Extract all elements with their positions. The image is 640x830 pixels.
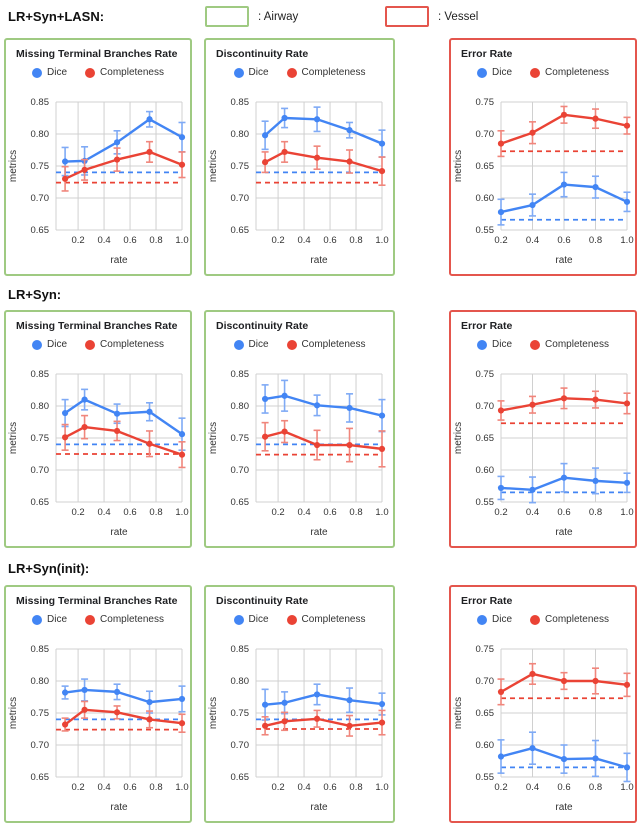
x-tick-label: 1.0 (375, 235, 389, 246)
y-tick-label: 0.65 (30, 497, 49, 509)
chart-legend (451, 614, 635, 625)
chart-legend (6, 339, 190, 350)
completeness-legend-dot (85, 68, 95, 78)
y-tick-label: 0.70 (475, 129, 494, 141)
y-tick-label: 0.75 (475, 644, 494, 656)
y-tick-label: 0.85 (230, 97, 249, 109)
completeness-legend-dot (287, 340, 297, 350)
y-tick-label: 0.85 (30, 97, 49, 109)
y-tick-label: 0.70 (230, 740, 249, 752)
y-tick-label: 0.60 (475, 740, 494, 752)
x-tick-label: 0.8 (149, 782, 163, 793)
x-tick-label: 0.6 (323, 235, 337, 246)
chart-title: Error Rate (461, 320, 513, 332)
legend-item-dice (477, 67, 512, 78)
x-tick-label: 0.6 (557, 782, 571, 793)
y-tick-label: 0.75 (475, 369, 494, 381)
x-tick-label: 1.0 (620, 235, 634, 246)
chart-title: Error Rate (461, 48, 513, 60)
y-tick-label: 0.70 (475, 676, 494, 688)
y-tick-label: 0.65 (30, 772, 49, 784)
y-axis-label: metrics (453, 149, 464, 183)
x-tick-label: 0.8 (588, 235, 603, 246)
legend-item-dice (32, 339, 67, 350)
chart-canvas (6, 358, 190, 544)
legend-item-dice (234, 614, 269, 625)
legend-item-vessel (385, 6, 478, 27)
chart-title: Discontinuity Rate (216, 595, 309, 607)
y-tick-label: 0.75 (230, 433, 249, 445)
x-tick-label: 0.6 (557, 507, 571, 518)
x-tick-label: 1.0 (375, 782, 389, 793)
x-tick-label: 0.4 (525, 782, 540, 793)
completeness-legend-dot (85, 615, 95, 625)
x-tick-label: 0.6 (123, 782, 137, 793)
x-tick-label: 0.6 (123, 507, 137, 518)
y-tick-label: 0.70 (230, 193, 249, 205)
x-tick-label: 0.2 (271, 782, 285, 793)
row-label-lr-syn-init: LR+Syn(init): (8, 561, 90, 576)
x-tick-label: 0.8 (149, 507, 163, 518)
legend-label: Dice (248, 67, 269, 78)
x-tick-label: 1.0 (375, 507, 389, 518)
y-tick-label: 0.70 (30, 740, 49, 752)
y-axis-label: metrics (8, 696, 19, 730)
legend-label: Completeness (301, 67, 366, 78)
legend-item-dice (32, 614, 67, 625)
chart-panel-lr-syn-missing-terminal-branches-rate (4, 310, 192, 548)
dice-legend-dot (32, 68, 42, 78)
x-tick-label: 0.6 (323, 507, 337, 518)
chart-legend (451, 339, 635, 350)
legend-item-completeness (530, 339, 609, 350)
chart-row-lr-syn-lasn (0, 38, 640, 276)
chart-legend (206, 67, 393, 78)
chart-panel-lr-syn-lasn-discontinuity-rate (204, 38, 395, 276)
x-tick-label: 0.4 (297, 507, 311, 518)
y-tick-label: 0.55 (475, 497, 494, 509)
chart-legend (206, 339, 393, 350)
chart-canvas (451, 86, 635, 272)
y-tick-label: 0.80 (30, 401, 49, 413)
dice-legend-dot (32, 615, 42, 625)
row-label-lr-syn-lasn: LR+Syn+LASN: (8, 9, 105, 24)
chart-title: Discontinuity Rate (216, 48, 309, 60)
legend-label: Dice (248, 339, 269, 350)
dice-legend-dot (234, 340, 244, 350)
y-tick-label: 0.75 (230, 161, 249, 173)
y-tick-label: 0.85 (230, 644, 249, 656)
x-tick-label: 0.2 (271, 235, 285, 246)
x-tick-label: 0.4 (525, 507, 540, 518)
x-tick-label: 1.0 (175, 507, 189, 518)
chart-panel-lr-syn-lasn-missing-terminal-branches-rate (4, 38, 192, 276)
x-axis-label: rate (310, 255, 328, 266)
x-tick-label: 0.4 (97, 782, 111, 793)
x-tick-label: 0.6 (123, 235, 137, 246)
y-tick-label: 0.65 (475, 708, 494, 720)
y-tick-label: 0.60 (475, 193, 494, 205)
x-axis-label: rate (555, 255, 573, 266)
legend-item-completeness (287, 339, 366, 350)
x-tick-label: 0.2 (71, 235, 85, 246)
chart-panel-lr-syn-discontinuity-rate (204, 310, 395, 548)
y-tick-label: 0.80 (230, 401, 249, 413)
legend-item-dice (234, 339, 269, 350)
completeness-legend-dot (287, 615, 297, 625)
dice-legend-dot (477, 68, 487, 78)
legend-label: Completeness (100, 67, 164, 78)
chart-panel-lr-syn-error-rate (449, 310, 637, 548)
completeness-legend-dot (287, 68, 297, 78)
completeness-legend-dot (530, 68, 540, 78)
y-tick-label: 0.65 (475, 433, 494, 445)
chart-canvas (206, 633, 390, 819)
legend-item-completeness (530, 67, 609, 78)
y-tick-label: 0.80 (30, 129, 49, 141)
dice-legend-dot (234, 68, 244, 78)
x-tick-label: 0.8 (349, 235, 363, 246)
legend-label: Completeness (545, 67, 609, 78)
completeness-legend-dot (530, 615, 540, 625)
dice-legend-dot (477, 615, 487, 625)
y-tick-label: 0.80 (230, 676, 249, 688)
chart-title: Missing Terminal Branches Rate (16, 595, 178, 607)
legend-item-completeness (85, 614, 164, 625)
legend-label: Completeness (100, 614, 164, 625)
y-axis-label: metrics (208, 149, 219, 183)
chart-canvas (451, 633, 635, 819)
y-tick-label: 0.70 (475, 401, 494, 413)
y-axis-label: metrics (453, 421, 464, 455)
chart-legend (451, 67, 635, 78)
legend-label: Dice (47, 67, 68, 78)
y-tick-label: 0.75 (30, 708, 49, 720)
legend-item-completeness (85, 339, 164, 350)
y-tick-label: 0.80 (30, 676, 49, 688)
y-tick-label: 0.55 (475, 225, 494, 237)
y-tick-label: 0.70 (30, 465, 49, 477)
chart-title: Missing Terminal Branches Rate (16, 320, 178, 332)
x-tick-label: 0.2 (271, 507, 285, 518)
x-axis-label: rate (310, 527, 328, 538)
legend-item-completeness (287, 67, 366, 78)
y-tick-label: 0.65 (230, 772, 249, 784)
x-tick-label: 0.4 (97, 235, 111, 246)
legend-item-dice (477, 339, 512, 350)
x-tick-label: 0.8 (349, 782, 363, 793)
x-tick-label: 0.4 (525, 235, 540, 246)
chart-canvas (206, 358, 390, 544)
x-axis-label: rate (555, 527, 573, 538)
x-tick-label: 0.2 (71, 507, 85, 518)
y-axis-label: metrics (453, 696, 464, 730)
legend-label: Dice (492, 339, 513, 350)
x-tick-label: 1.0 (175, 782, 189, 793)
legend-item-airway (205, 6, 298, 27)
completeness-legend-dot (530, 340, 540, 350)
y-tick-label: 0.75 (30, 161, 49, 173)
x-axis-label: rate (110, 527, 128, 538)
chart-title: Missing Terminal Branches Rate (16, 48, 178, 60)
y-axis-label: metrics (8, 421, 19, 455)
y-tick-label: 0.80 (230, 129, 249, 141)
x-tick-label: 1.0 (620, 507, 634, 518)
legend-item-dice (234, 67, 269, 78)
airway-legend-swatch (205, 6, 249, 27)
legend-label: Completeness (100, 339, 164, 350)
x-tick-label: 1.0 (175, 235, 189, 246)
x-tick-label: 1.0 (620, 782, 634, 793)
legend-label: Completeness (301, 614, 366, 625)
legend-item-dice (32, 67, 67, 78)
chart-title: Error Rate (461, 595, 513, 607)
y-axis-label: metrics (208, 696, 219, 730)
vessel-legend-swatch (385, 6, 429, 27)
y-axis-label: metrics (208, 421, 219, 455)
x-tick-label: 0.2 (494, 507, 508, 518)
legend-label: Completeness (545, 339, 609, 350)
chart-canvas (206, 86, 390, 272)
y-tick-label: 0.65 (230, 497, 249, 509)
legend-item-completeness (287, 614, 366, 625)
vessel-legend-label: : Vessel (438, 10, 479, 23)
y-tick-label: 0.60 (475, 465, 494, 477)
y-tick-label: 0.85 (30, 644, 49, 656)
legend-item-completeness (85, 67, 164, 78)
x-tick-label: 0.2 (494, 782, 508, 793)
x-tick-label: 0.2 (71, 782, 85, 793)
x-tick-label: 0.8 (349, 507, 363, 518)
legend-label: Dice (47, 614, 68, 625)
y-tick-label: 0.85 (230, 369, 249, 381)
y-tick-label: 0.75 (30, 433, 49, 445)
x-tick-label: 0.2 (494, 235, 508, 246)
chart-canvas (6, 633, 190, 819)
legend-label: Dice (248, 614, 269, 625)
legend-label: Dice (47, 339, 68, 350)
chart-panel-lr-syn-init-error-rate (449, 585, 637, 823)
dice-legend-dot (32, 340, 42, 350)
legend-label: Completeness (301, 339, 366, 350)
x-axis-label: rate (555, 802, 573, 813)
chart-row-lr-syn (0, 310, 640, 548)
figure-header (0, 2, 640, 34)
chart-legend (6, 67, 190, 78)
y-tick-label: 0.65 (475, 161, 494, 173)
x-axis-label: rate (110, 255, 128, 266)
legend-item-dice (477, 614, 512, 625)
chart-canvas (451, 358, 635, 544)
chart-panel-lr-syn-init-missing-terminal-branches-rate (4, 585, 192, 823)
chart-canvas (6, 86, 190, 272)
row-label-lr-syn: LR+Syn: (8, 287, 62, 302)
y-axis-label: metrics (8, 149, 19, 183)
y-tick-label: 0.75 (475, 97, 494, 109)
legend-label: Completeness (545, 614, 609, 625)
x-tick-label: 0.8 (588, 782, 603, 793)
airway-legend-label: : Airway (258, 10, 299, 23)
y-tick-label: 0.55 (475, 772, 494, 784)
chart-legend (6, 614, 190, 625)
chart-panel-lr-syn-init-discontinuity-rate (204, 585, 395, 823)
x-tick-label: 0.8 (149, 235, 163, 246)
y-tick-label: 0.65 (230, 225, 249, 237)
x-axis-label: rate (110, 802, 128, 813)
x-tick-label: 0.4 (297, 782, 311, 793)
dice-legend-dot (477, 340, 487, 350)
y-tick-label: 0.70 (30, 193, 49, 205)
x-tick-label: 0.6 (557, 235, 571, 246)
legend-label: Dice (492, 67, 513, 78)
legend-item-completeness (530, 614, 609, 625)
completeness-legend-dot (85, 340, 95, 350)
y-tick-label: 0.70 (230, 465, 249, 477)
x-tick-label: 0.8 (588, 507, 603, 518)
dice-legend-dot (234, 615, 244, 625)
chart-legend (206, 614, 393, 625)
y-tick-label: 0.85 (30, 369, 49, 381)
chart-row-lr-syn-init (0, 585, 640, 823)
legend-label: Dice (492, 614, 513, 625)
x-axis-label: rate (310, 802, 328, 813)
x-tick-label: 0.4 (297, 235, 311, 246)
y-tick-label: 0.65 (30, 225, 49, 237)
chart-panel-lr-syn-lasn-error-rate (449, 38, 637, 276)
x-tick-label: 0.4 (97, 507, 111, 518)
x-tick-label: 0.6 (323, 782, 337, 793)
chart-title: Discontinuity Rate (216, 320, 309, 332)
y-tick-label: 0.75 (230, 708, 249, 720)
